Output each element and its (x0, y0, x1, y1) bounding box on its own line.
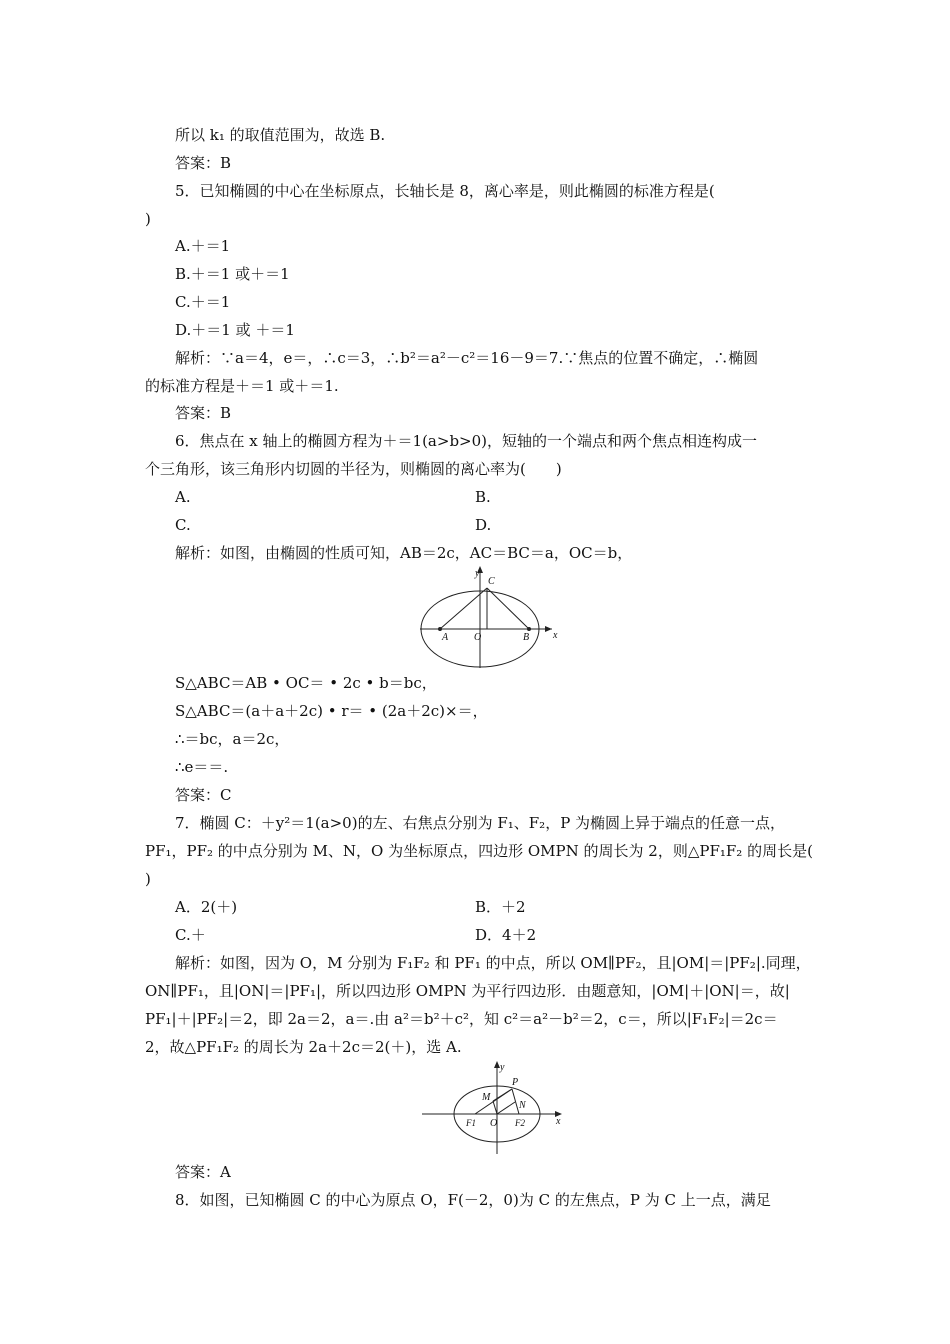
option-a: A. (175, 488, 191, 506)
label-a: A (442, 632, 449, 643)
solution-line: 解析：如图，由椭圆的性质可知，AB＝2c，AC＝BC＝a，OC＝b， (175, 544, 633, 562)
label-y: y (500, 1062, 505, 1073)
option-d: D.＋＝1 或 ＋＝1 (175, 321, 295, 339)
solution-line: 2，故△PF₁F₂ 的周长为 2a＋2c＝2(＋)，选 A. (145, 1038, 462, 1056)
label-f1: F1 (466, 1118, 476, 1128)
answer-line: 答案：A (175, 1163, 231, 1181)
text-line: PF₁，PF₂ 的中点分别为 M、N，O 为坐标原点，四边形 OMPN 的周长为 2，则△PF₁F₂ 的周长是( (145, 842, 813, 860)
option-b: B. (475, 488, 491, 506)
option-b: B.＋＝1 或＋＝1 (175, 265, 290, 283)
solution-line: 解析：如图，因为 O，M 分别为 F₁F₂ 和 PF₁ 的中点，所以 OM∥PF₂，且|OM|＝|PF₂|.同理， (175, 954, 811, 972)
label-o: O (490, 1118, 498, 1129)
label-c: C (488, 576, 495, 587)
solution-line: S△ABC＝(a＋a＋2c) • r＝ • (2a＋2c)×＝， (175, 702, 488, 720)
solution-line: 的标准方程是＋＝1 或＋＝1. (145, 377, 339, 395)
text-line: 个三角形，该三角形内切圆的半径为，则椭圆的离心率为( ) (145, 460, 562, 478)
label-x: x (553, 630, 558, 641)
label-f2: F2 (515, 1118, 525, 1128)
label-o: O (474, 632, 482, 643)
label-p: P (512, 1077, 519, 1088)
option-c: C. (175, 516, 191, 534)
text-line: ) (145, 210, 151, 228)
question-5-line: 5．已知椭圆的中心在坐标原点，长轴长是 8，离心率是，则此椭圆的标准方程是( (175, 182, 715, 200)
option-a: A.＋＝1 (175, 237, 231, 255)
option-c: C.＋＝1 (175, 293, 231, 311)
solution-line: ∴e＝＝. (175, 758, 229, 776)
solution-line: ∴＝bc，a＝2c， (175, 730, 290, 748)
option-d: D. (475, 516, 492, 534)
solution-line: PF₁|＋|PF₂|＝2，即 2a＝2，a＝.由 a²＝b²＋c²，知 c²＝a²－b²＝2，c＝，所以|F₁F₂|＝2c＝ (145, 1010, 778, 1028)
question-7-line: 7．椭圆 C：＋y²＝1(a>0)的左、右焦点分别为 F₁、F₂，P 为椭圆上异于端点的任意一点， (175, 814, 786, 832)
question-8-line: 8．如图，已知椭圆 C 的中心为原点 O，F(－2，0)为 C 的左焦点，P 为 C 上一点，满足 (175, 1191, 771, 1209)
option-c: C.＋ (175, 926, 206, 944)
question-6-line: 6．焦点在 x 轴上的椭圆方程为＋＝1(a>b>0)，短轴的一个端点和两个焦点相连构成一 (175, 432, 758, 450)
option-b: B．＋2 (475, 898, 526, 916)
ellipse-parallelogram-figure (420, 1058, 570, 1158)
answer-line: 答案：B (175, 154, 232, 172)
option-a: A．2(＋) (175, 898, 238, 916)
label-y: y (475, 568, 480, 579)
answer-line: 答案：C (175, 786, 232, 804)
label-m: M (482, 1092, 491, 1103)
solution-line: 解析：∵a＝4，e＝，∴c＝3，∴b²＝a²－c²＝16－9＝7.∵焦点的位置不确定，∴椭圆 (175, 349, 759, 367)
label-x: x (556, 1116, 561, 1127)
label-n: N (519, 1100, 526, 1111)
option-d: D．4＋2 (475, 926, 537, 944)
solution-line: S△ABC＝AB • OC＝ • 2c • b＝bc， (175, 674, 437, 692)
label-b: B (523, 632, 530, 643)
text-line: ) (145, 870, 151, 888)
text-line: 所以 k₁ 的取值范围为，故选 B. (175, 126, 386, 144)
ellipse-triangle-figure (420, 562, 570, 672)
solution-line: ON∥PF₁，且|ON|＝|PF₁|，所以四边形 OMPN 为平行四边形．由题意知，|OM|＋|ON|＝，故| (145, 982, 790, 1000)
answer-line: 答案：B (175, 404, 232, 422)
